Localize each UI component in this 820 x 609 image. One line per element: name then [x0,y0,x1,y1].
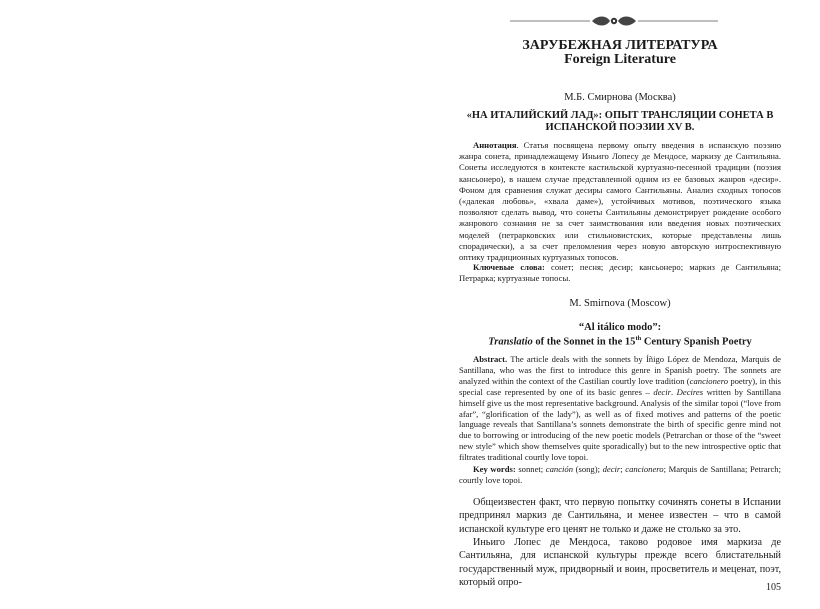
author-ru: М.Б. Смирнова (Москва) [564,92,676,103]
abstract-en-part4: written by Santillana himself give us the most representative background. Analysis of the similar topoi (“love from afar”, “glorification of the lady”), as well as of fixed motives and patterns of the poetic language reveals that Santillana’s sonnets demonstrate the birth of specific genre mind not due to borrowing or introducing of the new poetic models (Petrarchan or those of the “sweet new style” which show themselves quite sporadically) but to the new introspective optic that filtrates traditional courtly love topoi. [459,386,781,463]
kw-en-decir: decir [602,464,621,474]
abstract-en-decires: Decires [676,386,704,397]
keywords-en [459,464,781,486]
title-en-rest-a: of the Sonnet in the 15 [532,336,636,348]
keywords-en-label: Key words: [473,464,516,474]
article-title-ru [459,110,781,134]
article-title-en-line1: “Al itálico modo”: [578,322,662,333]
keywords-ru-text: сонет; песня; десир; кансьонеро; маркиз де Сантильяна; Петрарка; куртуазные топосы. [459,262,781,284]
section-title-ru: ЗАРУБЕЖНАЯ ЛИТЕРАТУРА [522,38,718,53]
body-paragraph-2: Иньиго Лопес де Мендоса, таково родовое имя маркиза де Сантильяна, для испанской культуры прежде всего блистательный государственный муж, придворный и воин, просветитель и меценат, поэт, который опро- [459,537,781,589]
kw-en-cancion: canción [545,464,573,474]
author-en: M. Smirnova (Moscow) [569,298,671,309]
abstract-en-part1: The article deals with the sonnets by Íñigo López de Mendoza, Marquis de Santillana, who was the first to introduce this genre in Spanish poetry. The sonnets are analyzed within the context of the Castilian courtly love tradition ( [459,354,781,386]
abstract-en-label: Abstract. [473,354,508,364]
title-translatio: Translatio [488,336,533,348]
abstract-ru-label: Аннотация [473,140,517,150]
page-number: 105 [766,582,781,593]
abstract-en [459,354,781,463]
title-en-rest-b: Century Spanish Poetry [641,336,752,348]
title-en-sup: th [635,335,642,342]
abstract-en-part3: . [670,386,677,397]
abstract-ru [459,140,781,263]
keywords-ru-label: Ключевые слова: [473,262,545,272]
article-title-en-line2 [459,335,781,348]
abstract-ru-text: . Статья посвящена первому опыту введения в испанскую поэзию жанра сонета, принадлежащему Иньиго Лопесу де Мендосе, маркизу де Сантильяна. Сонеты исследуются в контексте кастильской куртуазно-песенной традиции (поэзия кансьонеро), в нашем случае представленной одним из ее базовых жанров «десир». Фоном для сравнения служат десиры самого Сантильяны. Анализ сходных топосов («далекая любовь», «хвала даме»), устойчивых мотивов, поэтического языка позволяют сделать вывод, что сонеты Сантильяны демонстрирует рождение особого жанрового сознания не за счет заимствования или введения новых поэтических моделей (петрарковских или стильновистских, которые представлены лишь спорадически), а за счет преломления через новую авторскую интроспективную оптику традиционных куртуазных топосов. [459,140,781,263]
kw-en-1: sonnet; [515,464,546,474]
abstract-en-part2: poetry), in this special case represented by one of its basic genres – [459,375,781,397]
article-title-ru-line2: ИСПАНСКОЙ ПОЭЗИИ XV В. [545,122,695,133]
article-title-ru-line1: «НА ИТАЛИЙСКИЙ ЛАД»: ОПЫТ ТРАНСЛЯЦИИ СОНЕТА В [466,110,774,121]
kw-en-4: ; Marquis de Santillana; Petrarch; courtly love topoi. [459,464,781,485]
section-title-en: Foreign Literature [564,52,676,67]
header-ornament [510,14,718,28]
abstract-en-decir: decir [653,386,671,397]
keywords-ru [459,262,781,284]
body-paragraph-1: Общеизвестен факт, что первую попытку сочинять сонеты в Испании предпринял маркиз де Сантильяна, и менее известен – что в самой испанской культуре его ценят не только и даже не столько за это. [459,497,781,535]
kw-en-3: ; [620,464,626,474]
kw-en-2: (song); [573,464,603,474]
abstract-en-cancionero: cancionero [689,375,729,386]
kw-en-cancionero: cancionero [625,464,664,474]
